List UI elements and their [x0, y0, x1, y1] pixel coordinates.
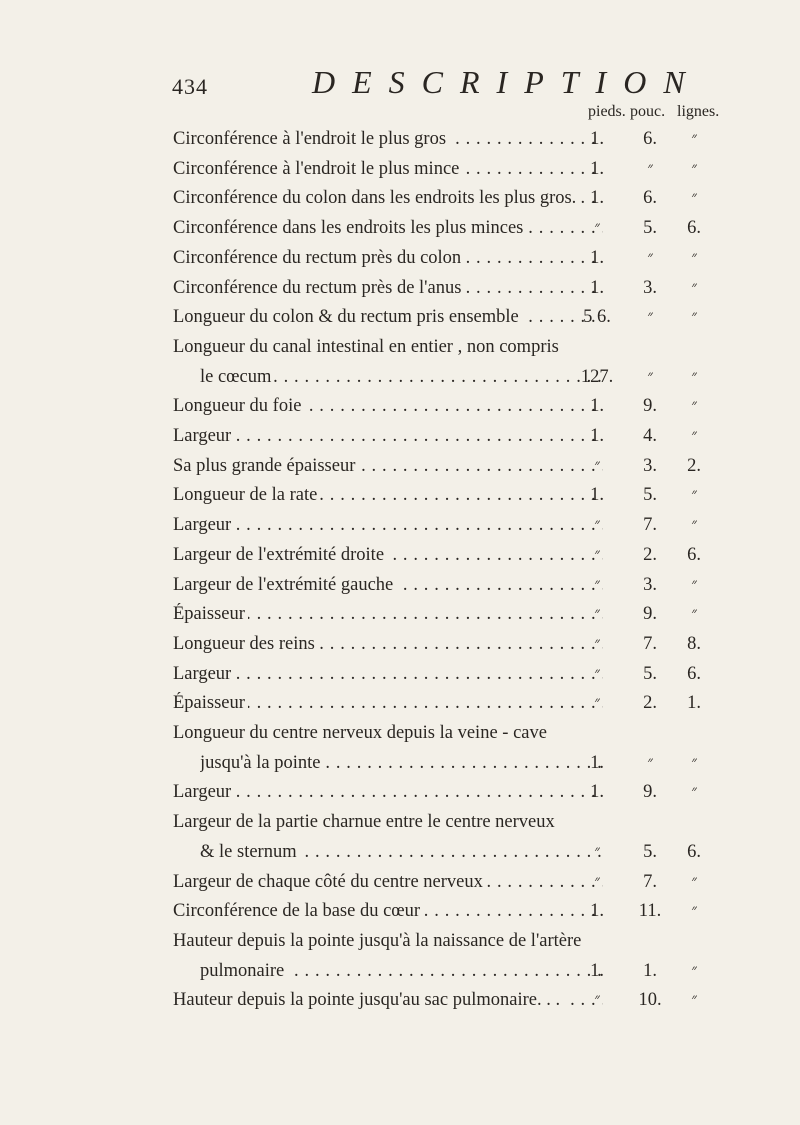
value-lignes: 6.: [687, 544, 701, 565]
value-pieds: 1.: [590, 901, 604, 922]
value-pieds: ״: [594, 843, 600, 860]
value-pieds: 1.: [590, 426, 604, 446]
value-pouces: ״: [647, 754, 653, 771]
value-lignes: ״: [691, 190, 697, 207]
value-lignes: ״: [691, 309, 697, 326]
value-pieds: 127.: [580, 366, 614, 387]
row-label-text: Largeur: [173, 515, 234, 535]
value-lignes: ״: [691, 903, 697, 920]
value-pouces: 5.: [643, 485, 657, 506]
row-values: [0, 633, 800, 663]
row-label-continuation-text: jusqu'à la pointe: [200, 753, 323, 773]
row-label-text: Circonférence du colon dans les endroits les plus gros.: [173, 188, 579, 208]
row-label-text: Hauteur depuis la pointe jusqu'au sac pulmonaire. . .: [173, 990, 563, 1010]
row-label-continuation-text: le cœcum: [200, 367, 274, 387]
row-label-text: Épaisseur: [173, 693, 248, 713]
row-label-continuation-text: pulmonaire: [200, 961, 287, 981]
row-values: [0, 960, 800, 990]
value-pieds: ״: [594, 635, 600, 652]
value-pieds: 1.: [590, 188, 604, 209]
value-pouces: 5.: [643, 218, 657, 239]
value-pouces: ״: [647, 160, 653, 177]
row-values: [0, 544, 800, 574]
value-lignes: ״: [691, 428, 697, 444]
row-label: [173, 989, 603, 1011]
value-pouces: ״: [647, 309, 653, 326]
row-values: [0, 603, 800, 633]
row-label: [173, 722, 733, 744]
value-pouces: 3.: [643, 277, 657, 298]
row-label-text: Largeur de l'extrémité gauche: [173, 575, 396, 595]
value-pouces: 2.: [643, 693, 657, 714]
value-pouces: 7.: [643, 633, 657, 654]
value-pouces: 9.: [643, 604, 657, 625]
row-label: [173, 187, 603, 209]
row-values: [0, 484, 800, 514]
row-label-text: Largeur: [173, 664, 234, 684]
running-title: DESCRIPTION: [312, 64, 702, 100]
value-lignes: ״: [691, 606, 697, 623]
value-pouces: 3.: [643, 455, 657, 476]
value-pouces: 5.: [643, 841, 657, 862]
value-lignes: ״: [691, 962, 697, 979]
value-lignes: ״: [691, 160, 697, 177]
row-label: [173, 811, 733, 833]
row-label-continuation-text: & le sternum: [200, 842, 300, 862]
row-label-text: Circonférence du rectum près de l'anus: [173, 278, 464, 298]
value-lignes: ״: [691, 487, 697, 504]
value-lignes: ״: [691, 249, 697, 266]
value-pouces: 6.: [643, 188, 657, 209]
value-pieds: ״: [594, 546, 600, 563]
row-values: [0, 752, 800, 782]
value-lignes: ״: [691, 992, 697, 1009]
value-pieds: ״: [594, 576, 600, 593]
row-values: [0, 395, 800, 425]
row-values: [0, 514, 800, 544]
row-values: [0, 455, 800, 485]
value-pieds: ״: [594, 665, 600, 682]
row-label-text: Largeur de l'extrémité droite: [173, 545, 387, 565]
column-header-pouces: pouc.: [630, 103, 666, 120]
row-label-text: Épaisseur: [173, 604, 248, 624]
value-pieds: 1.: [590, 485, 604, 506]
value-pouces: 2.: [643, 544, 657, 565]
value-pieds: 1.: [590, 158, 604, 179]
row-values: [0, 366, 800, 396]
value-lignes: ״: [691, 398, 697, 415]
value-lignes: ״: [691, 873, 697, 890]
value-lignes: ״: [691, 754, 697, 771]
value-pouces: 9.: [643, 782, 657, 803]
row-label-text: Longueur du colon & du rectum pris ensemble: [173, 307, 522, 327]
row-values: [0, 663, 800, 693]
value-lignes: 6.: [687, 218, 701, 239]
value-pouces: ״: [647, 368, 653, 385]
value-pouces: 11.: [638, 901, 662, 922]
value-lignes: 2.: [687, 455, 701, 476]
value-lignes: 6.: [687, 841, 701, 862]
value-lignes: ״: [691, 368, 697, 385]
row-values: [0, 692, 800, 722]
row-label-text: Circonférence à l'endroit le plus gros: [173, 129, 449, 149]
row-label-text: Largeur: [173, 426, 234, 446]
value-pieds: 1.: [590, 129, 604, 149]
value-pieds: ״: [594, 606, 600, 623]
value-lignes: ״: [691, 517, 697, 534]
value-pieds: 1.: [590, 247, 604, 268]
column-header-pieds: pieds.: [588, 103, 626, 120]
value-pieds: ״: [594, 695, 600, 712]
row-label-text: Longueur du centre nerveux depuis la veine - cave: [173, 723, 550, 743]
value-pieds: 1.: [590, 782, 604, 803]
row-label-text: Largeur de la partie charnue entre le centre nerveux: [173, 812, 558, 832]
value-pieds: ״: [594, 873, 600, 890]
row-label-text: Sa plus grande épaisseur: [173, 456, 358, 476]
row-label: [173, 336, 733, 358]
value-pouces: ״: [647, 249, 653, 266]
value-pouces: 7.: [643, 515, 657, 536]
row-values: [0, 425, 800, 455]
row-values: [0, 781, 800, 811]
value-pouces: 7.: [643, 871, 657, 892]
value-pieds: 1.: [590, 752, 604, 773]
value-pouces: 9.: [643, 396, 657, 417]
row-label-text: Longueur de la rate: [173, 485, 320, 505]
value-pouces: 1.: [643, 960, 657, 981]
value-pieds: 1.: [590, 960, 604, 981]
value-lignes: ״: [691, 576, 697, 593]
row-label-text: Circonférence à l'endroit le plus mince: [173, 159, 462, 179]
row-label-text: Circonférence du rectum près du colon: [173, 248, 464, 268]
value-pieds: ״: [594, 220, 600, 237]
page-number: 434: [172, 74, 208, 99]
table-row: [0, 930, 800, 960]
value-lignes: ״: [691, 131, 697, 147]
row-values: [0, 841, 800, 871]
row-label-text: Longueur du foie: [173, 396, 304, 416]
table-row: [0, 336, 800, 366]
value-pieds: 5 6.: [583, 307, 611, 328]
value-pouces: 3.: [643, 574, 657, 595]
value-lignes: ״: [691, 279, 697, 296]
value-pieds: 1.: [590, 396, 604, 417]
row-label-text: Circonférence de la base du cœur: [173, 901, 423, 921]
column-header-lignes: lignes.: [677, 103, 720, 120]
value-pieds: ״: [594, 457, 600, 474]
value-pieds: 1.: [590, 277, 604, 298]
row-label: [173, 930, 733, 952]
value-pieds: ״: [594, 517, 600, 534]
value-pouces: 6.: [643, 129, 657, 149]
value-lignes: 6.: [687, 663, 701, 684]
value-pouces: 4.: [643, 426, 657, 446]
value-lignes: ״: [691, 784, 697, 801]
value-pieds: ״: [594, 992, 600, 1009]
value-pouces: 10.: [638, 990, 662, 1011]
row-label-text: Circonférence dans les endroits les plus minces: [173, 218, 526, 238]
table-row: [0, 811, 800, 841]
table-row: [0, 722, 800, 752]
value-pouces: 5.: [643, 663, 657, 684]
row-values: [0, 574, 800, 604]
row-label-text: Largeur: [173, 782, 234, 802]
row-label-text: Longueur du canal intestinal en entier , non compris: [173, 337, 562, 357]
value-lignes: 8.: [687, 633, 701, 654]
row-label-text: Largeur de chaque côté du centre nerveux: [173, 872, 486, 892]
value-lignes: 1.: [687, 693, 701, 714]
row-label-text: Longueur des reins: [173, 634, 318, 654]
row-label-text: Hauteur depuis la pointe jusqu'à la naissance de l'artère: [173, 931, 584, 951]
